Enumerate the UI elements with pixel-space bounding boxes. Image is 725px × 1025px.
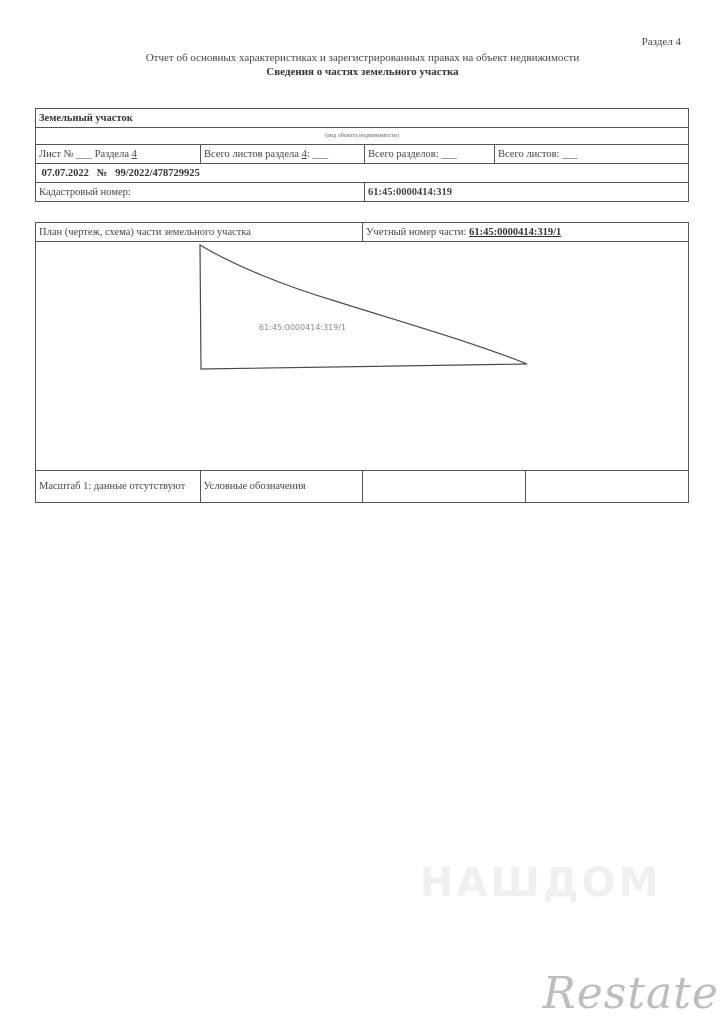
section-label: Раздел 4 xyxy=(641,36,681,48)
plan-part-label: 61:45:0000414:319/1 xyxy=(259,323,347,332)
land-part-outline xyxy=(200,245,527,369)
total-sheets-suffix: : ___ xyxy=(306,148,329,160)
part-number-cell xyxy=(363,223,689,242)
total-sheets-cell xyxy=(201,145,365,164)
scale-label: Масштаб 1: данные отсутствуют xyxy=(36,471,201,503)
total-pages: Всего листов: ___ xyxy=(495,145,689,164)
sheet-number-cell xyxy=(36,145,201,164)
part-number-value: 61:45:0000414:319/1 xyxy=(469,226,562,238)
total-sheets-label: Всего листов раздела xyxy=(204,148,299,160)
date-number-cell xyxy=(36,164,689,183)
total-sections: Всего разделов: ___ xyxy=(365,145,495,164)
plan-label: План (чертеж, схема) части земельного участка xyxy=(36,223,363,242)
restate-watermark: Restate xyxy=(542,968,719,1019)
faint-watermark: НАШДОМ xyxy=(420,860,662,906)
legend-empty-cell-1 xyxy=(363,471,526,503)
section-number: 4 xyxy=(131,148,137,160)
extract-number: 99/2022/478729925 xyxy=(115,167,200,179)
sheet-number-label: Лист № ___ Раздела xyxy=(39,148,129,160)
number-label: № xyxy=(96,167,108,179)
report-title: Отчет об основных характеристиках и зарегистрированных правах на объект недвижимости xyxy=(145,52,580,64)
object-type-caption: (вид объекта недвижимости) xyxy=(36,128,689,145)
cadastral-label: Кадастровый номер: xyxy=(36,183,365,202)
extract-date: 07.07.2022 xyxy=(41,167,89,179)
cadastral-value: 61:45:0000414:319 xyxy=(365,183,689,202)
report-subtitle: Сведения о частях земельного участка xyxy=(266,66,459,78)
legend-empty-cell-2 xyxy=(526,471,689,503)
part-number-label: Учетный номер части: xyxy=(366,226,467,238)
object-info-table xyxy=(35,108,689,202)
legend-label: Условные обозначения xyxy=(200,471,363,503)
object-type: Земельный участок xyxy=(36,109,689,128)
land-plot-plan xyxy=(35,241,689,469)
total-sheets-value: 4 xyxy=(301,148,307,160)
